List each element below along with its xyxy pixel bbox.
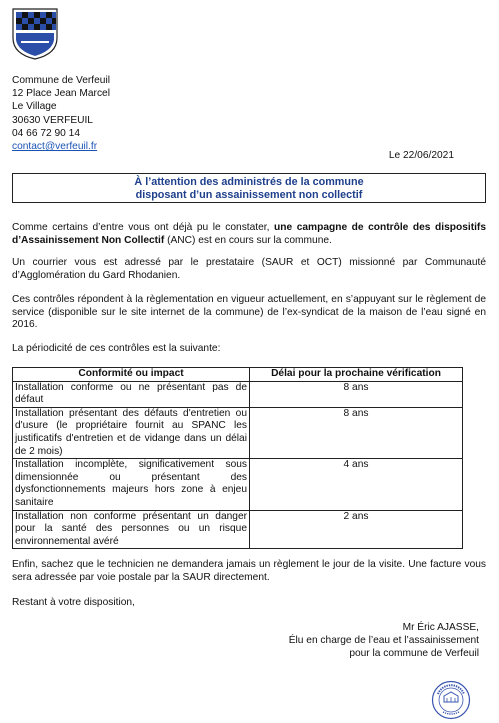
intro-text-end: (ANC) est en cours sur la commune. [164,234,332,246]
signature-name: Mr Éric AJASSE, [402,622,479,633]
commune-crest-logo [12,8,58,60]
sender-email-link[interactable]: contact@verfeuil.fr [12,141,98,153]
table-cell-conformite: Installation incomplète, significativement sous dimensionnée ou présentant des dysfonctionnements majeurs hors zone à enjeu sanitaire [13,459,250,510]
title-line-1: À l’attention des administrés de la commune [134,176,364,188]
signature-block [289,621,479,660]
paragraph-facture: Enfin, sachez que le technicien ne demandera jamais un règlement le jour de la visite. Une facture vous sera adressée par voie postale par la SAUR directement. [12,559,486,583]
title-line-2: disposant d’un assainissement non collectif [135,189,363,201]
sender-address-block [12,74,110,153]
intro-bold-text: une campagne de contrôle des dispositifs d’Assainissement Non Collectif [12,222,486,246]
sender-phone: 04 66 72 90 14 [12,127,80,139]
signature-organization: pour la commune de Verfeuil [349,648,479,659]
sender-street: 12 Place Jean Marcel [12,88,110,100]
paragraph-closing: Restant à votre disposition, [12,597,135,608]
paragraph-periodicite: La périodicité de ces contrôles est la suivante: [12,343,221,354]
table-cell-delai: 2 ans [250,510,463,549]
town-hall-stamp [430,680,472,720]
table-cell-conformite: Installation présentant des défauts d'entretien ou d'usure (le propriétaire fournit au SPANC les justificatifs d'entretien et de vidange dans un délai de 2 mois) [13,407,250,458]
sender-name: Commune de Verfeuil [12,75,110,86]
letter-title-box [12,173,486,203]
table-cell-delai: 8 ans [250,381,463,407]
table-row [13,510,463,549]
paragraph-reglementation: Ces contrôles répondent à la règlementation en vigueur actuellement, en s’appuyant sur le règlement de service (disponible sur le site internet de la commune) de l’ex-syndicat de la maison de l’eau signé en 2016. [12,294,486,331]
intro-text-start: Comme certains d’entre vous ont déjà pu le constater, [12,222,275,233]
signature-role: Élu en charge de l’eau et l’assainissement [288,635,479,646]
sender-place: Le Village [12,101,57,113]
table-header-conformite: Conformité ou impact [13,368,250,382]
table-row [13,381,463,407]
sender-city: 30630 VERFEUIL [12,114,93,126]
control-periodicity-table [12,367,463,549]
table-row [13,459,463,510]
table-cell-conformite: Installation conforme ou ne présentant pas de défaut [13,381,250,407]
paragraph-intro [12,222,486,247]
table-header-row [13,368,463,382]
table-header-delai: Délai pour la prochaine vérification [250,368,463,382]
paragraph-courrier: Un courrier vous est adressé par le prestataire (SAUR et OCT) missionné par Communauté d’Agglomération du Gard Rhodanien. [12,257,486,281]
table-cell-delai: 4 ans [250,459,463,510]
table-cell-conformite: Installation non conforme présentant un danger pour la santé des personnes ou un risque environnemental avéré [13,510,250,549]
letter-date: Le 22/06/2021 [388,150,454,161]
table-cell-delai: 8 ans [250,407,463,458]
table-row [13,407,463,458]
